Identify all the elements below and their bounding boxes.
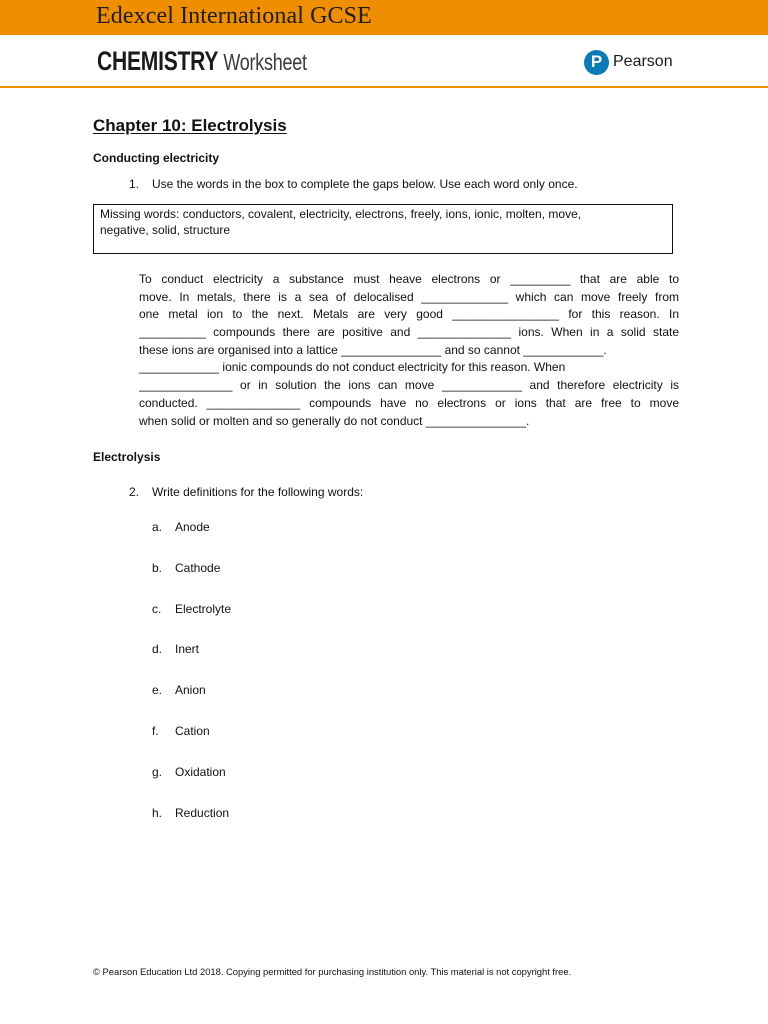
definition-letter: a. <box>152 520 163 534</box>
copyright-footer: © Pearson Education Ltd 2018. Copying permitted for purchasing institution only. This material is not copyright free. <box>93 966 572 977</box>
passage-line: when solid or molten and so generally do not conduct _______________. <box>139 413 530 428</box>
definition-term: Cation <box>175 724 210 738</box>
section-heading-conducting: Conducting electricity <box>93 151 220 165</box>
missing-words-box <box>93 204 673 254</box>
definition-letter: f. <box>152 724 159 738</box>
passage-line: ____________ ionic compounds do not conduct electricity for this reason. When <box>139 360 566 375</box>
definition-letter: c. <box>152 602 162 616</box>
definition-term: Electrolyte <box>175 602 232 616</box>
passage-line: conducted. ______________ compounds have no electrons or ions that are free to move <box>139 395 679 410</box>
pearson-logo-text: Pearson <box>613 53 673 70</box>
definition-term: Anion <box>175 683 206 697</box>
question-text: Write definitions for the following words: <box>152 485 364 499</box>
pearson-logo-icon: P <box>584 50 609 75</box>
subject-name: CHEMISTRY <box>97 46 218 76</box>
passage-line: move. In metals, there is a sea of delocalised _____________ which can move freely from <box>139 289 679 304</box>
question-text: Use the words in the box to complete the gaps below. Use each word only once. <box>152 177 578 191</box>
definition-term: Anode <box>175 520 210 534</box>
definition-term: Oxidation <box>175 765 226 779</box>
section-heading-electrolysis: Electrolysis <box>93 450 161 464</box>
subject-suffix: Worksheet <box>223 49 307 75</box>
subject-title <box>97 46 307 77</box>
definition-term: Reduction <box>175 806 230 820</box>
passage-line: one metal ion to the next. Metals are very good ________________ for this reason. In <box>139 307 679 322</box>
question-number: 1. <box>129 177 140 191</box>
passage-line: these ions are organised into a lattice _______________ and so cannot ____________. <box>139 342 607 357</box>
passage-line: ______________ or in solution the ions can move ____________ and therefore electricity is <box>139 378 679 393</box>
definition-term: Inert <box>175 642 200 656</box>
missing-words-line: Missing words: conductors, covalent, electricity, electrons, freely, ions, ionic, molten, move, <box>100 207 582 221</box>
brand-title: Edexcel International GCSE <box>96 3 372 29</box>
header-divider <box>0 86 768 88</box>
passage-line: __________ compounds there are positive and ______________ ions. When in a solid state <box>139 325 679 340</box>
missing-words-line: negative, solid, structure <box>100 223 231 237</box>
question-number: 2. <box>129 485 140 499</box>
definition-letter: h. <box>152 806 163 820</box>
definition-term: Cathode <box>175 561 221 575</box>
definition-letter: g. <box>152 765 163 779</box>
passage-line: To conduct electricity a substance must heave electrons or _________ that are able to <box>139 272 679 286</box>
definition-letter: e. <box>152 683 163 697</box>
definition-letter: b. <box>152 561 163 575</box>
gap-fill-passage <box>139 271 679 430</box>
chapter-title: Chapter 10: Electrolysis <box>93 116 287 135</box>
pearson-logo <box>584 48 673 76</box>
definition-letter: d. <box>152 642 163 656</box>
